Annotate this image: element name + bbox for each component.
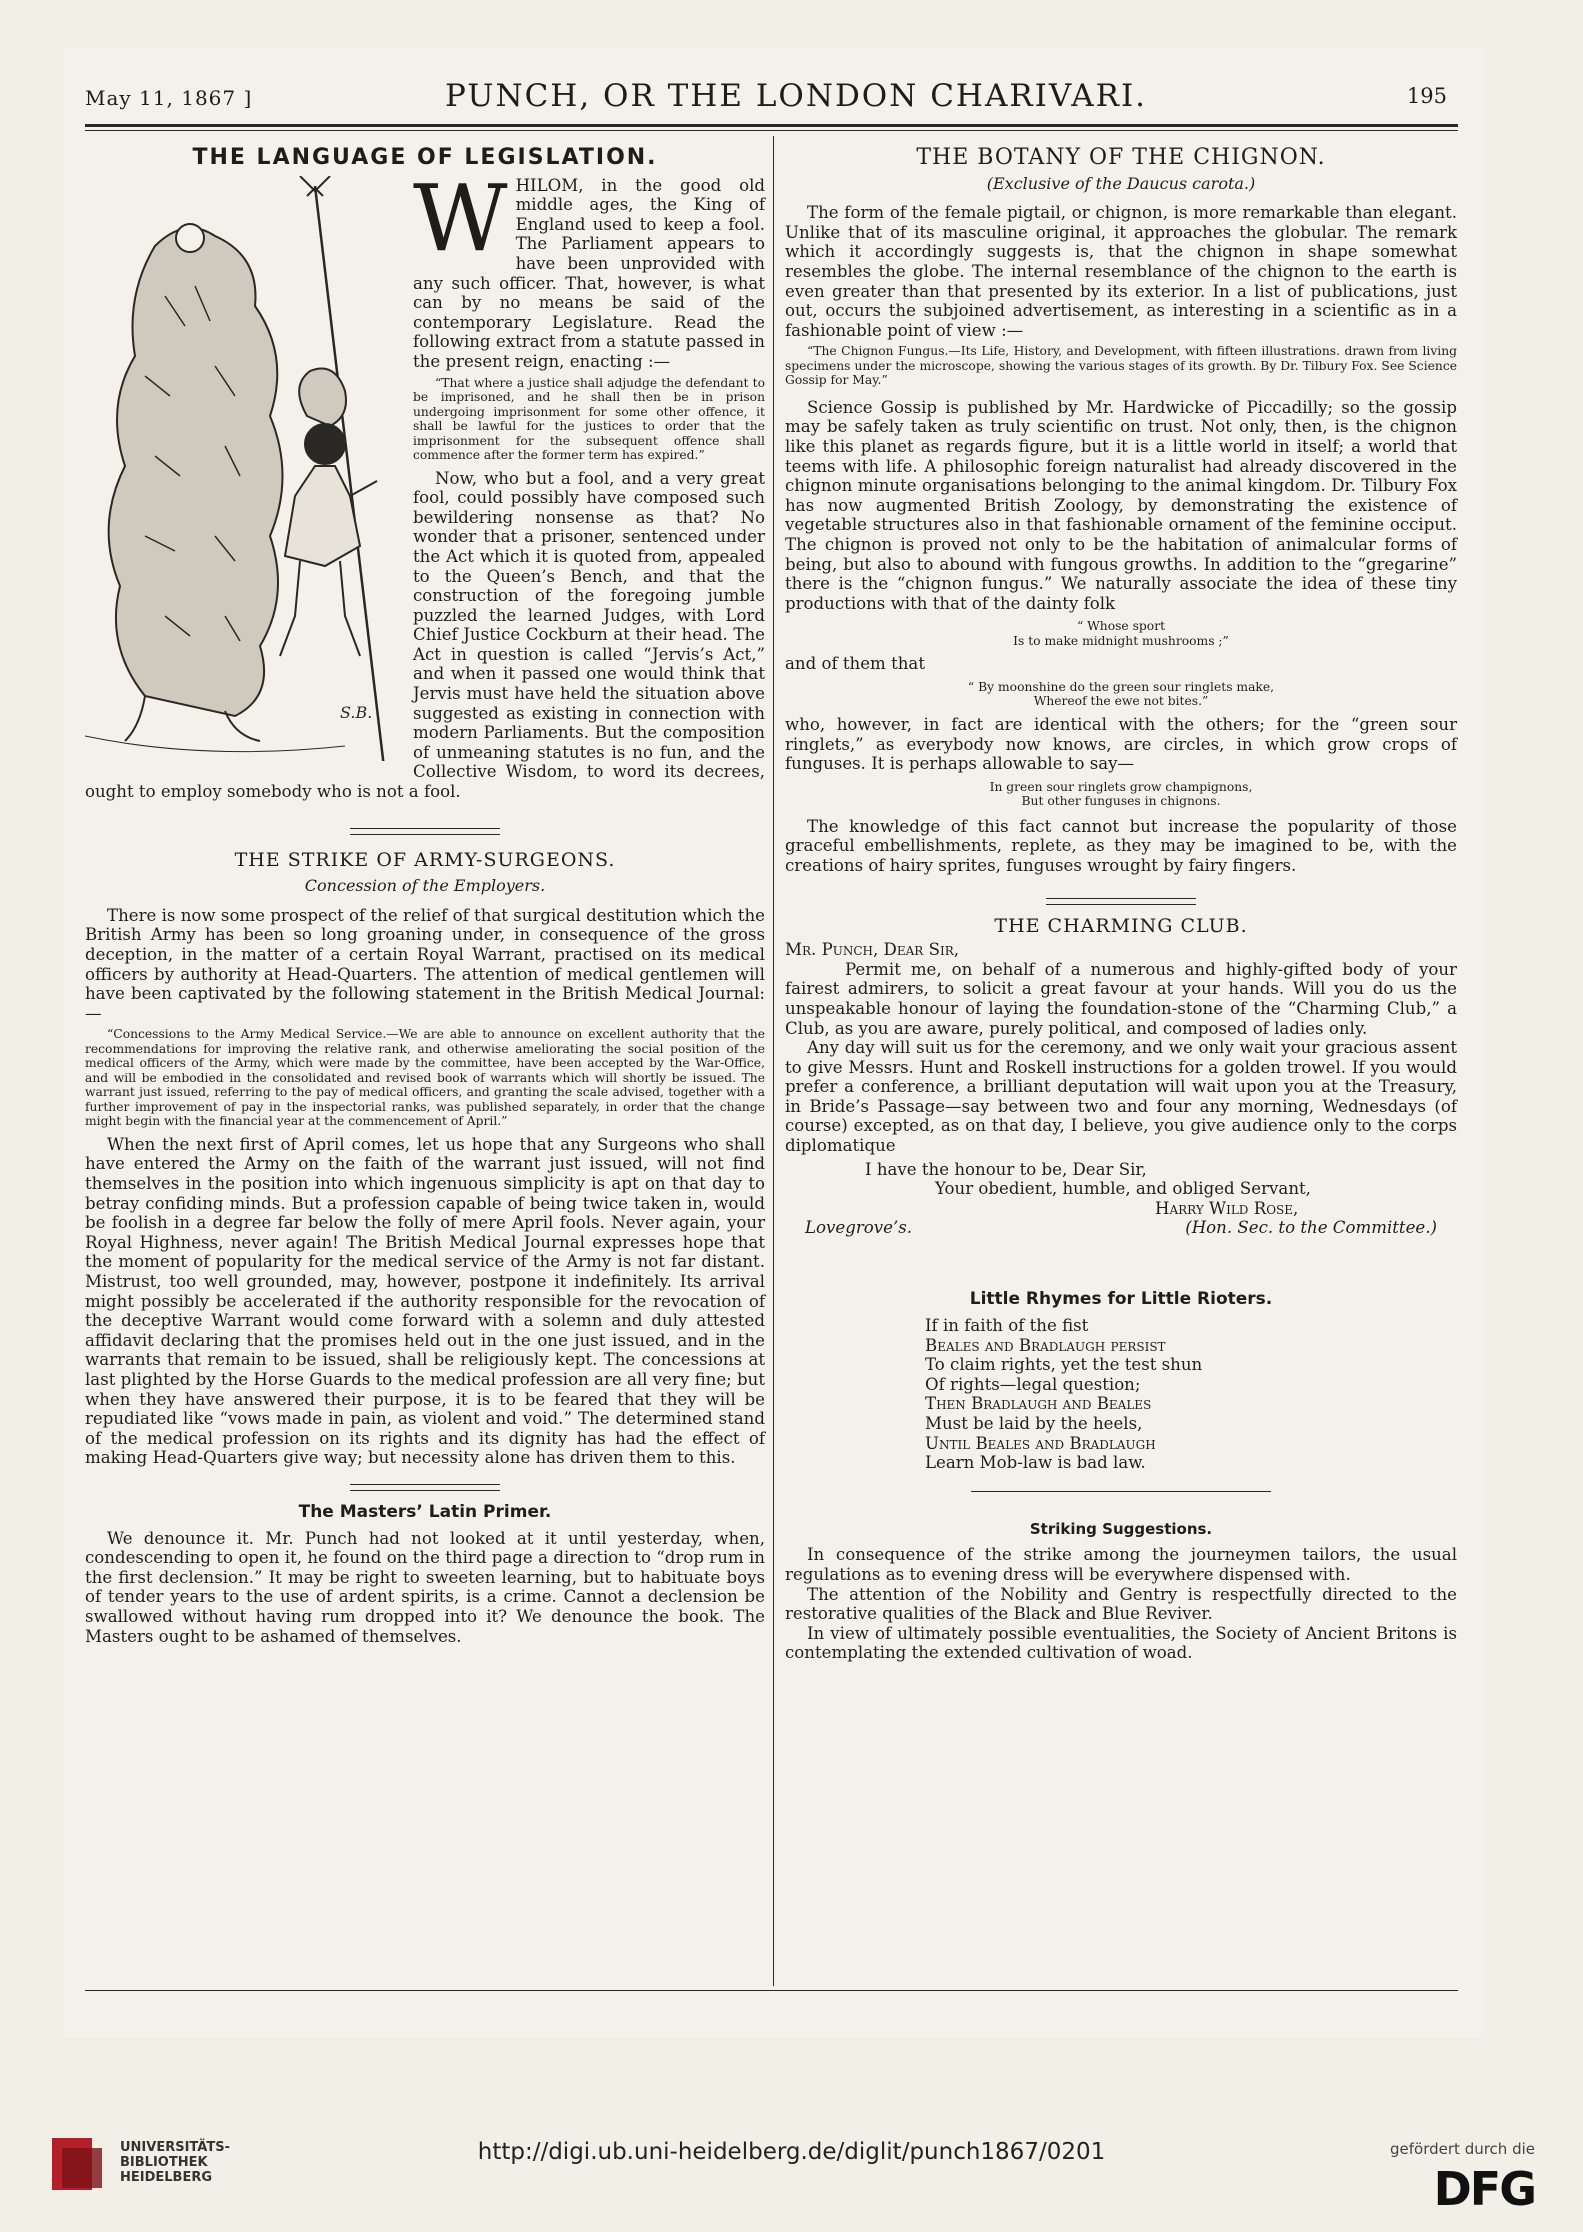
strike-paragraph-1: There is now some prospect of the relief of that surgical destitution which the British Army has been so long groaning under, in consequence of the gross deception, in the matter of a certain Royal Warrant, practised on its medical officers by authority at Head-Quarters. The attention of medical gentlemen will have been captivated by the following statement in the British Medical Journal:— [85, 905, 765, 1023]
botany-paragraph-1: The form of the female pigtail, or chignon, is more remarkable than elegant. Unlike that of its masculine original, it approaches the globular. The remark which it accordingly suggests is, that the chignon in shape somewhat resembles the globe. The internal resemblance of the chignon to the earth is even greater than that presented by its exterior. In a list of publications, just out, occurs the subjoined advertisement, as interesting in a scientific as in a fashionable point of view :— [785, 203, 1457, 340]
dfg-logo: DFG [1433, 2162, 1535, 2216]
section-divider [1046, 898, 1196, 905]
botany-subtitle: (Exclusive of the Daucus carota.) [986, 173, 1256, 193]
club-signature: Harry Wild Rose, [1155, 1198, 1299, 1218]
right-column [785, 145, 1457, 1663]
strike-quote: “Concessions to the Army Medical Service.—We are able to announce on excellent authority that the recommendations for improving the relative rank, and otherwise ameliorating the social position of the medical officers of the Army, which were made by the committee, have been accepted by the War-Office, and will be embodied in the consolidated and revised book of warrants which will shortly be issued. The warrant just issued, referring to the pay of medical officers, and granting the scale advised, together with a further improvement of pay in the inspectorial ranks, was published separately, in order that the change might begin with the financial year at the commencement of April.” [85, 1027, 765, 1129]
club-paragraph-2: Any day will suit us for the ceremony, and we only wait your gracious assent to give Messrs. Hunt and Roskell instructions for a golden trowel. If you would prefer a conference, a brilliant deputation will wait upon you at the Treasury, in Bride’s Passage—say between two and four any morning, Wednesdays (of course) excepted, as on that day, I believe, you give audience only to the corps diplomatique [785, 1038, 1457, 1156]
club-place: Lovegrove’s. [805, 1218, 913, 1238]
library-name-line: BIBLIOTHEK [120, 2155, 208, 2170]
library-name-line: HEIDELBERG [120, 2170, 213, 2185]
legislation-paragraph-1: HILOM, in the good old middle ages, the King of England used to keep a fool. The Parliament appears to have been unprovided with any such officer. That, however, is what can by no means be said of the contemporary Legislature. Read the following extract from a statute passed in the present reign, enacting :— [413, 175, 765, 371]
latin-paragraph: We denounce it. Mr. Punch had not looked at it until yesterday, when, condescending to open it, he found on the third page a direction to “drop rum in the first declension.” It may be right to sweeten learning, but to habituate boys of tender years to the use of ardent spirits, is a crime. Cannot a declension be swallowed without having rum dropped into it? We denounce the book. The Masters ought to be ashamed of themselves. [85, 1528, 765, 1646]
legislation-paragraph-2: Now, who but a fool, and a very great fool, could possibly have composed such bewildering nonsense as that? No wonder that a prisoner, sentenced under the Act which it is quoted from, appealed to the Queen’s Bench, and that the construction of the foregoing jumble puzzled the learned Judges, with Lord Chief Justice Cockburn at their head. The Act in question is called “Jervis’s Act,” and when it passed one would think that Jervis must have held the situation above suggested as existing in connection with modern Parliaments. But the composition of unmeaning statutes is no fun, and the Collective Wisdom, to word its decrees, ought to employ somebody who is not a fool. [85, 468, 765, 802]
rhyme-line: If in faith of the fist [925, 1316, 1089, 1336]
club-paragraph-1: Permit me, on behalf of a numerous and highly-gifted body of your fairest admirers, to solicit a great favour at your hands. Will you do us the unspeakable honour of laying the foundation-stone of the “Charming Club,” a Club, as you are aware, purely political, and composed of ladies only. [785, 959, 1457, 1038]
strike-title: THE STRIKE OF ARMY-SURGEONS. [234, 848, 616, 871]
rhyme-line: Learn Mob-law is bad law. [925, 1453, 1146, 1473]
page-header [85, 78, 1455, 118]
verse-line: But other funguses in chignons. [1021, 794, 1221, 809]
strike-paragraph-2: When the next first of April comes, let us hope that any Surgeons who shall have entered the Army on the faith of the warrant just issued, will not find themselves in the position into which ingenuous simplicity is apt on that day to betray confiding minds. But a profession capable of being twice taken in, would be foolish in a degree far below the folly of mere April fools. Never again, your Royal Highness, never again! The British Medical Journal expresses hope that the moment of popularity for the medical service of the Army is not far distant. Mistrust, too well grounded, may, however, postpone it indefinitely. Its arrival might possibly be accelerated if the authority responsible for the revocation of the deceptive Warrant would come forward with a solemn and duly attested affidavit declaring that the promises held out in the one just issued, and in the warrants that remain to be issued, shall be religiously kept. The concessions at last plighted by the Horse Guards to the medical profession are all very fine; but when they have answered their purpose, it is to be feared that they will be repudiated like “vows made in pain, as violent and void.” The determined stand of the medical profession on its rights and its dignity has had the effect of making Head-Quarters give way; but necessity alone has driven them to this. [85, 1134, 765, 1468]
rhyme-line: To claim rights, yet the test shun [925, 1355, 1203, 1375]
legislation-title: THE LANGUAGE OF LEGISLATION. [192, 145, 658, 170]
illustration-chimney-sweep [85, 176, 403, 761]
botany-paragraph-2: Science Gossip is published by Mr. Hardwicke of Piccadilly; so the gossip may be safely taken as truly scientific on trust. Not only, then, is the chignon like this planet as regards figure, but it is a little world in itself; a world that teems with life. A philosophic foreign naturalist had already discovered in the chignon minute organisations belonging to the animal kingdom. Dr. Tilbury Fox has now augmented British Zoology, by demonstrating the existence of vegetable structures also in that fashionable ornament of the feminine occiput. The chignon is proved not only to be the habitation of animalcular forms of being, but also to abound with fungous growths. In addition to the “gregarine” there is the “chignon fungus.” We naturally associate the idea of these tiny productions with that of the dainty folk [785, 397, 1457, 613]
club-sign-title: (Hon. Sec. to the Committee.) [1185, 1218, 1437, 1238]
rhymes-title: Little Rhymes for Little Rioters. [969, 1289, 1273, 1310]
striking-paragraph-3: In view of ultimately possible eventualities, the Society of Ancient Britons is contemplating the extended cultivation of woad. [785, 1623, 1457, 1663]
striking-paragraph-2: The attention of the Nobility and Gentry is respectfully directed to the restorative qualities of the Black and Blue Reviver. [785, 1584, 1457, 1624]
section-divider [971, 1491, 1271, 1492]
section-divider [350, 1484, 500, 1491]
strike-subtitle: Concession of the Employers. [304, 876, 546, 896]
verse-line: In green sour ringlets grow champignons, [989, 779, 1253, 794]
botany-title: THE BOTANY OF THE CHIGNON. [916, 145, 1326, 170]
verse-line: Whereof the ewe not bites.” [1033, 694, 1209, 709]
botany-paragraph-4: The knowledge of this fact cannot but increase the popularity of those graceful embellishments, replete, as they may be imagined to be, with the creations of hairy sprites, funguses wrought by fairy fingers. [785, 816, 1457, 875]
botany-verse-1 [785, 619, 1457, 648]
header-rule-bottom [85, 130, 1458, 131]
rhyme-line: Then Bradlaugh and Beales [925, 1394, 1152, 1414]
illustration-signature: S.B. [340, 702, 373, 722]
latin-title: The Masters’ Latin Primer. [298, 1501, 552, 1522]
digitization-footer [0, 2110, 1583, 2232]
bottom-rule [85, 1990, 1458, 1991]
rhyme-line: Until Beales and Bradlaugh [925, 1433, 1156, 1453]
club-closing-1: I have the honour to be, Dear Sir, [865, 1159, 1147, 1179]
source-url-link[interactable]: http://digi.ub.uni-heidelberg.de/diglit/punch1867/0201 [477, 2139, 1106, 2165]
verse-line: Is to make midnight mushrooms ;” [1013, 633, 1229, 648]
club-title: THE CHARMING CLUB. [994, 914, 1248, 937]
rhyme-line: Of rights—legal question; [925, 1374, 1141, 1394]
rhyme-line: Beales and Bradlaugh persist [925, 1335, 1166, 1355]
library-name-line: UNIVERSITÄTS- [120, 2140, 230, 2155]
funding-caption: gefördert durch die [1390, 2140, 1535, 2158]
club-salutation: Mr. Punch, Dear Sir, [785, 940, 960, 960]
header-rule-top [85, 124, 1458, 127]
verse-line: “ Whose sport [1076, 619, 1166, 634]
club-signoff-line [785, 1218, 1457, 1238]
rhyme-line: Must be laid by the heels, [925, 1414, 1143, 1433]
botany-paragraph-3: who, however, in fact are identical with the others; for the “green sour ringlets,” as everybody now knows, are circles, in which grow crops of funguses. It is perhaps allowable to say— [785, 714, 1457, 774]
botany-verse-3 [785, 780, 1457, 809]
masthead: PUNCH, OR THE LONDON CHARIVARI. [445, 78, 1148, 114]
botany-and-of-them: and of them that [785, 654, 925, 674]
page-number: 195 [1406, 84, 1447, 108]
column-divider [773, 136, 774, 1986]
left-column [85, 145, 765, 1646]
botany-quote: “The Chignon Fungus.—Its Life, History, and Development, with fifteen illustrations. drawn from living specimens under the microscope, showing the various stages of its growth. By Dr. Tilbury Fox. See Science Gossip for May.” [785, 344, 1457, 388]
rhymes-verse [785, 1316, 1457, 1473]
striking-title: Striking Suggestions. [1029, 1519, 1213, 1538]
verse-line: “ By moonshine do the green sour ringlets make, [967, 679, 1275, 694]
issue-date: May 11, 1867 ] [85, 86, 253, 110]
drop-cap-w: W [413, 164, 508, 272]
striking-paragraph-1: In consequence of the strike among the journeymen tailors, the usual regulations as to evening dress will be everywhere dispensed with. [785, 1545, 1457, 1584]
club-closing-2: Your obedient, humble, and obliged Servant, [935, 1179, 1311, 1199]
legislation-quote: “That where a justice shall adjudge the defendant to be imprisoned, and he shall then be in prison undergoing imprisonment for some other offence, it shall be lawful for the justices to order that the imprisonment for the subsequent offence shall commence after the former term has expired.” [413, 375, 765, 463]
section-divider [350, 828, 500, 835]
botany-verse-2 [785, 680, 1457, 709]
